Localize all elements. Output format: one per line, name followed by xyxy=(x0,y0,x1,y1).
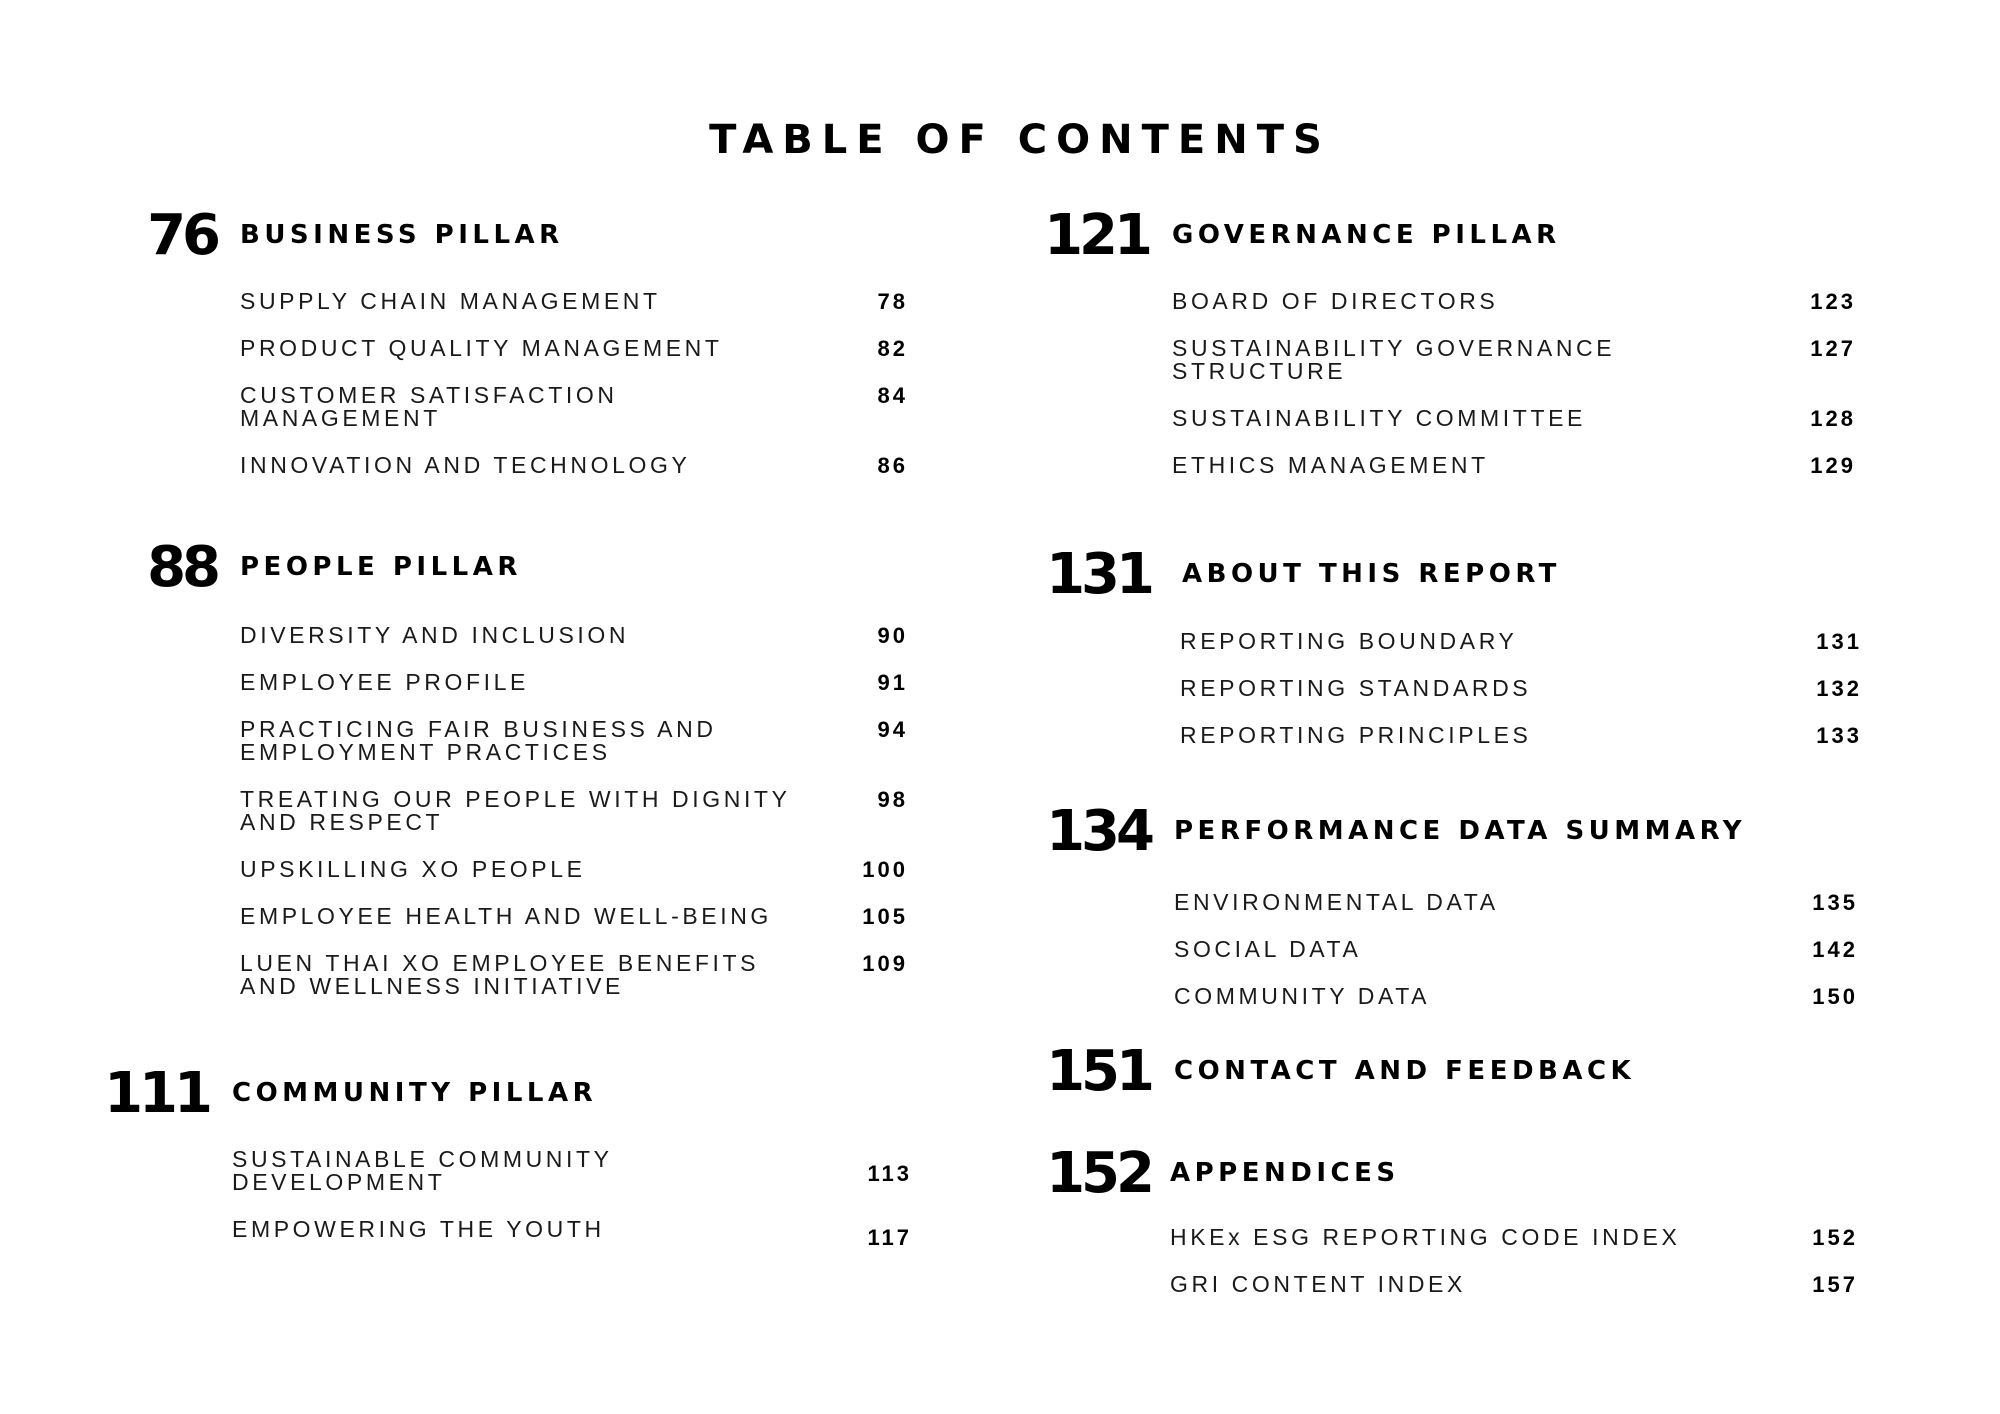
toc-entry[interactable] xyxy=(240,905,908,932)
section-page-number: 134 xyxy=(1046,799,1151,864)
entry-label: REPORTING PRINCIPLES xyxy=(1180,722,1532,748)
entry-page-number: 90 xyxy=(877,623,908,648)
toc-entry[interactable] xyxy=(1172,337,1856,387)
toc-entry[interactable] xyxy=(1174,938,1858,965)
entry-page-number: 82 xyxy=(877,336,908,361)
section-title[interactable]: CONTACT AND FEEDBACK xyxy=(1174,1056,1636,1086)
entry-label: EMPLOYEE HEALTH AND WELL-BEING xyxy=(240,903,772,929)
entry-label: PRACTICING FAIR BUSINESS AND EMPLOYMENT PRACTICES xyxy=(240,716,717,765)
section-page-number: 111 xyxy=(104,1061,209,1126)
section-governance-pillar xyxy=(1044,203,1856,501)
entry-page-number: 78 xyxy=(877,289,908,314)
toc-entry[interactable] xyxy=(1180,724,1862,751)
toc-entry[interactable] xyxy=(240,624,908,651)
section-page-number: 152 xyxy=(1046,1141,1151,1206)
page-title: TABLE OF CONTENTS xyxy=(709,117,1331,163)
toc-entry[interactable] xyxy=(240,788,908,838)
section-page-number: 88 xyxy=(147,535,217,600)
entry-page-number: 86 xyxy=(877,453,908,478)
toc-entry[interactable] xyxy=(1172,454,1856,481)
section-contact-and-feedback xyxy=(1046,1039,1858,1104)
entry-page-number: 127 xyxy=(1810,336,1856,361)
section-title[interactable]: PERFORMANCE DATA SUMMARY xyxy=(1174,816,1747,846)
entry-page-number: 135 xyxy=(1812,890,1858,915)
section-community-pillar xyxy=(104,1061,912,1272)
section-title[interactable]: COMMUNITY PILLAR xyxy=(232,1078,598,1108)
entry-label: COMMUNITY DATA xyxy=(1174,983,1431,1009)
toc-entry[interactable] xyxy=(1180,677,1862,704)
entry-label: EMPLOYEE PROFILE xyxy=(240,669,529,695)
toc-entry[interactable] xyxy=(240,384,908,434)
toc-entry[interactable] xyxy=(240,718,908,768)
entry-label: LUEN THAI XO EMPLOYEE BENEFITS AND WELLNESS INITIATIVE xyxy=(240,950,760,999)
section-appendices xyxy=(1046,1141,1858,1320)
entry-page-number: 123 xyxy=(1810,289,1856,314)
section-title[interactable]: APPENDICES xyxy=(1170,1158,1400,1188)
entry-label: REPORTING BOUNDARY xyxy=(1180,628,1518,654)
section-about-this-report xyxy=(1046,542,1862,771)
toc-entry[interactable] xyxy=(1180,630,1862,657)
toc-entry[interactable] xyxy=(1170,1273,1858,1300)
entry-label: EMPOWERING THE YOUTH xyxy=(232,1216,605,1242)
entry-page-number: 105 xyxy=(862,904,908,929)
entry-page-number: 152 xyxy=(1812,1225,1858,1250)
toc-entry[interactable] xyxy=(240,337,908,364)
entry-page-number: 132 xyxy=(1816,676,1862,701)
entry-page-number: 94 xyxy=(877,717,908,742)
entry-page-number: 142 xyxy=(1812,937,1858,962)
toc-entry[interactable] xyxy=(1172,290,1856,317)
section-page-number: 76 xyxy=(147,203,217,268)
toc-entry[interactable] xyxy=(232,1218,912,1252)
entry-label: REPORTING STANDARDS xyxy=(1180,675,1532,701)
entry-page-number: 157 xyxy=(1812,1272,1858,1297)
toc-entry[interactable] xyxy=(1174,891,1858,918)
entry-page-number: 150 xyxy=(1812,984,1858,1009)
entry-page-number: 113 xyxy=(867,1161,912,1186)
entry-label: DIVERSITY AND INCLUSION xyxy=(240,622,630,648)
toc-entry[interactable] xyxy=(240,671,908,698)
toc-entry[interactable] xyxy=(240,858,908,885)
entry-label: CUSTOMER SATISFACTION MANAGEMENT xyxy=(240,382,618,431)
entry-page-number: 129 xyxy=(1810,453,1856,478)
entry-page-number: 100 xyxy=(862,857,908,882)
entry-label: UPSKILLING XO PEOPLE xyxy=(240,856,586,882)
entry-page-number: 131 xyxy=(1816,629,1862,654)
entry-label: SUPPLY CHAIN MANAGEMENT xyxy=(240,288,661,314)
section-title[interactable]: GOVERNANCE PILLAR xyxy=(1172,220,1561,250)
entry-label: TREATING OUR PEOPLE WITH DIGNITY AND RESPECT xyxy=(240,786,791,835)
entry-label: SUSTAINABLE COMMUNITY DEVELOPMENT xyxy=(232,1146,613,1195)
entry-label: HKEx ESG REPORTING CODE INDEX xyxy=(1170,1224,1681,1250)
section-title[interactable]: BUSINESS PILLAR xyxy=(240,220,564,250)
entry-page-number: 128 xyxy=(1810,406,1856,431)
entry-page-number: 109 xyxy=(862,951,908,976)
section-title[interactable]: ABOUT THIS REPORT xyxy=(1182,559,1561,589)
section-page-number: 151 xyxy=(1046,1039,1151,1104)
entry-label: INNOVATION AND TECHNOLOGY xyxy=(240,452,691,478)
toc-entry[interactable] xyxy=(240,454,908,481)
section-business-pillar xyxy=(144,204,908,501)
entry-page-number: 91 xyxy=(877,670,908,695)
entry-label: PRODUCT QUALITY MANAGEMENT xyxy=(240,335,723,361)
entry-label: SUSTAINABILITY COMMITTEE xyxy=(1172,405,1586,431)
entry-page-number: 98 xyxy=(877,787,908,812)
section-people-pillar xyxy=(144,536,908,1022)
section-page-number: 131 xyxy=(1046,542,1151,607)
entry-label: SUSTAINABILITY GOVERNANCE STRUCTURE xyxy=(1172,335,1616,384)
entry-label: ETHICS MANAGEMENT xyxy=(1172,452,1489,478)
entry-label: GRI CONTENT INDEX xyxy=(1170,1271,1466,1297)
toc-entry[interactable] xyxy=(232,1148,912,1198)
entry-label: ENVIRONMENTAL DATA xyxy=(1174,889,1499,915)
section-performance-data-summary xyxy=(1046,799,1858,1032)
toc-entry[interactable] xyxy=(1174,985,1858,1012)
entry-page-number: 84 xyxy=(877,383,908,408)
toc-entry[interactable] xyxy=(1170,1226,1858,1253)
toc-entry[interactable] xyxy=(240,952,908,1002)
toc-entry[interactable] xyxy=(1172,407,1856,434)
entry-page-number: 133 xyxy=(1816,723,1862,748)
entry-page-number: 117 xyxy=(867,1225,912,1250)
entry-label: BOARD OF DIRECTORS xyxy=(1172,288,1499,314)
entry-label: SOCIAL DATA xyxy=(1174,936,1362,962)
section-title[interactable]: PEOPLE PILLAR xyxy=(240,552,522,582)
toc-entry[interactable] xyxy=(240,290,908,317)
section-page-number: 121 xyxy=(1044,203,1149,268)
